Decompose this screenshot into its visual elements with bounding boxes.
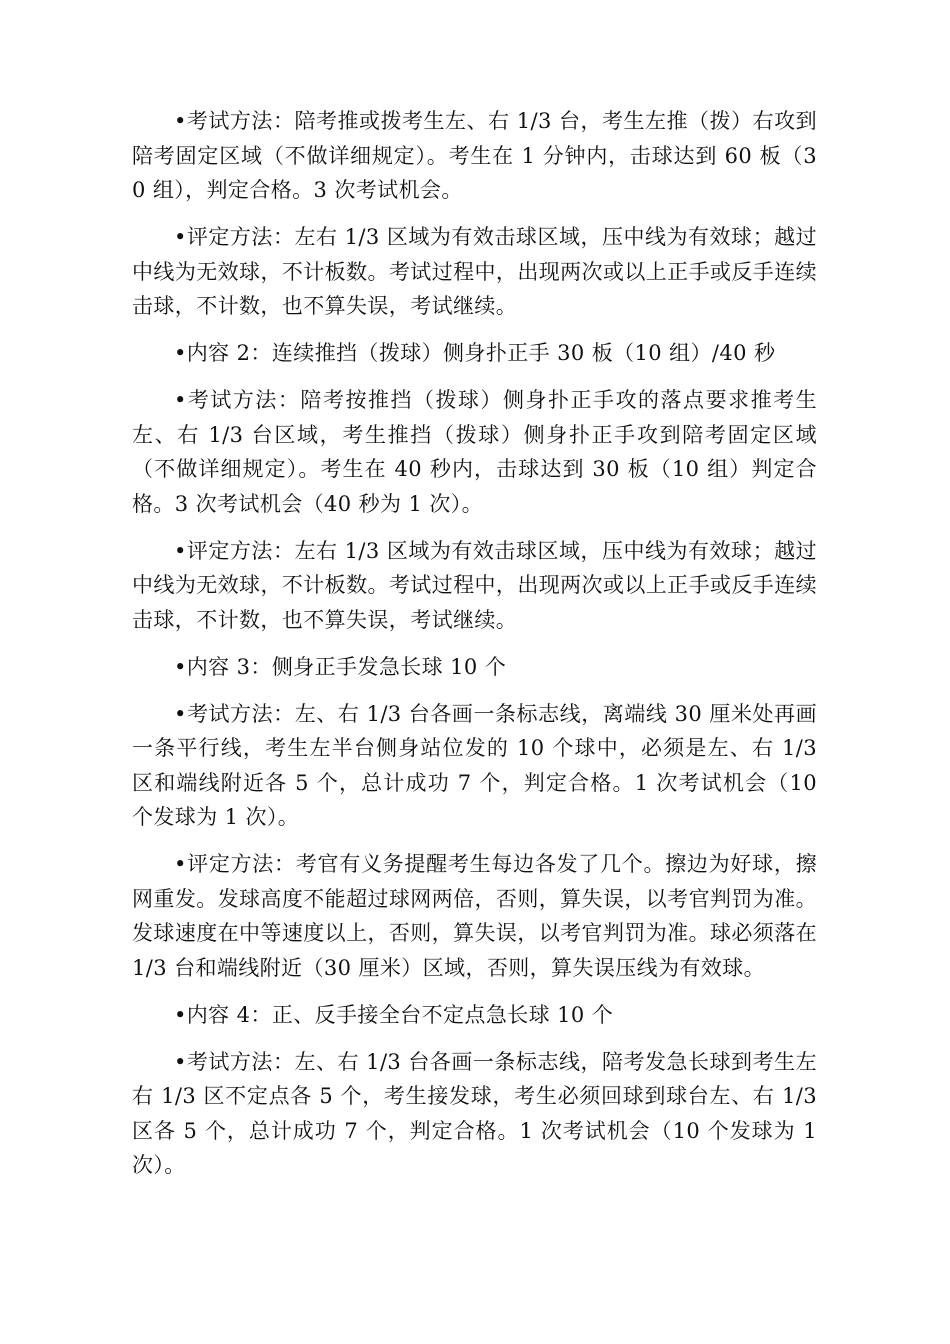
paragraph-exam-method-2: •考试方法：陪考按推挡（拨球）侧身扑正手攻的落点要求推考生左、右 1/3 台区域，考生推挡（拨球）侧身扑正手攻到陪考固定区域（不做详细规定）。考生在 40 秒内，击球达到 30 板（10 组）判定合格。3 次考试机会（40 秒为 1 次）。	[132, 388, 817, 516]
paragraph-content-4: •内容 4：正、反手接全台不定点急长球 10 个	[174, 1002, 614, 1027]
paragraph-evaluation-method-1: •评定方法：左右 1/3 区域为有效击球区域，压中线为有效球；越过中线为无效球，不计板数。考试过程中，出现两次或以上正手或反手连续击球，不计数，也不算失误，考试继续。	[132, 225, 817, 318]
paragraph-content-3: •内容 3：侧身正手发急长球 10 个	[174, 654, 507, 679]
paragraph-exam-method-1: •考试方法：陪考推或拨考生左、右 1/3 台，考生左推（拨）右攻到陪考固定区域（不做详细规定）。考生在 1 分钟内，击球达到 60 板（30 组），判定合格。3 次考试机会。	[132, 109, 817, 202]
document-body	[132, 104, 817, 1195]
paragraph-exam-method-3: •考试方法：左、右 1/3 台各画一条标志线，离端线 30 厘米处再画一条平行线，考生左半台侧身站位发的 10 个球中，必须是左、右 1/3 区和端线附近各 5 个，总计成功 7 个，判定合格。1 次考试机会（10 个发球为 1 次）。	[132, 701, 817, 829]
paragraph-exam-method-4: •考试方法：左、右 1/3 台各画一条标志线，陪考发急长球到考生左右 1/3 区不定点各 5 个，考生接发球，考生必须回球到球台左、右 1/3 区各 5 个，总计成功 7 个，判定合格。1 次考试机会（10 个发球为 1 次）。	[132, 1049, 817, 1177]
paragraph-evaluation-method-2: •评定方法：左右 1/3 区域为有效击球区域，压中线为有效球；越过中线为无效球，不计板数。考试过程中，出现两次或以上正手或反手连续击球，不计数，也不算失误，考试继续。	[132, 538, 817, 632]
paragraph-content-2: •内容 2：连续推挡（拨球）侧身扑正手 30 板（10 组）/40 秒	[174, 341, 776, 365]
paragraph-evaluation-method-3: •评定方法：考官有义务提醒考生每边各发了几个。擦边为好球，擦网重发。发球高度不能超过球网两倍，否则，算失误，以考官判罚为准。发球速度在中等速度以上，否则，算失误，以考官判罚为准。球必须落在 1/3 台和端线附近（30 厘米）区域，否则，算失误压线为有效球。	[132, 852, 817, 980]
